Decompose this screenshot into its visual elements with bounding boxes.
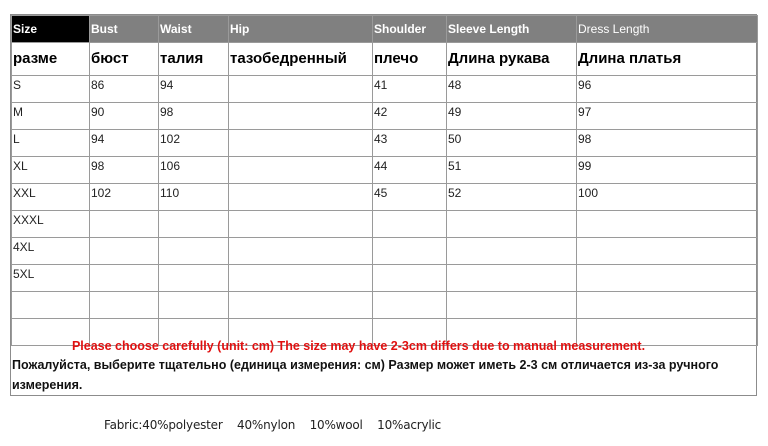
table-cell — [229, 184, 373, 211]
table-cell — [159, 211, 229, 238]
measurement-note-russian: Пожалуйста, выберите тщательно (единица измерения: см) Размер может иметь 2-3 см отличается из-за ручного измерения. — [12, 358, 719, 392]
table-cell: S — [12, 76, 90, 103]
header-row-english — [12, 16, 758, 43]
header-hip: Hip — [229, 16, 373, 43]
size-chart — [10, 14, 757, 396]
table-cell — [159, 238, 229, 265]
table-cell: 99 — [577, 157, 758, 184]
table-cell: 41 — [373, 76, 447, 103]
table-cell — [229, 76, 373, 103]
notes — [11, 337, 756, 395]
table-cell: 42 — [373, 103, 447, 130]
header-size: Size — [12, 16, 90, 43]
table-cell: 44 — [373, 157, 447, 184]
table-row — [12, 211, 758, 238]
table-cell: XXL — [12, 184, 90, 211]
header-ru-sleeve-length: Длина рукава — [447, 43, 577, 76]
table-cell: 94 — [159, 76, 229, 103]
table-cell — [12, 292, 90, 319]
table-cell — [447, 211, 577, 238]
table-cell: 106 — [159, 157, 229, 184]
table-cell: 5XL — [12, 265, 90, 292]
header-ru-size: размe — [12, 43, 90, 76]
table-cell — [447, 238, 577, 265]
table-cell — [90, 211, 159, 238]
table-cell — [229, 130, 373, 157]
table-cell: 48 — [447, 76, 577, 103]
header-dress-length: Dress Length — [577, 16, 758, 43]
table-cell — [577, 265, 758, 292]
table-cell — [373, 238, 447, 265]
table-cell: 98 — [577, 130, 758, 157]
table-cell: 102 — [90, 184, 159, 211]
size-table — [11, 15, 758, 346]
table-cell: 45 — [373, 184, 447, 211]
table-cell — [229, 157, 373, 184]
table-cell: 4XL — [12, 238, 90, 265]
table-cell: 96 — [577, 76, 758, 103]
table-cell — [373, 265, 447, 292]
table-cell — [90, 265, 159, 292]
table-cell: 51 — [447, 157, 577, 184]
table-cell — [90, 238, 159, 265]
header-ru-waist: талия — [159, 43, 229, 76]
table-cell: 49 — [447, 103, 577, 130]
measurement-note-english: Please choose carefully (unit: cm) The size may have 2-3cm differs due to manual measurement. — [71, 339, 646, 353]
table-cell — [447, 292, 577, 319]
table-cell: 102 — [159, 130, 229, 157]
table-cell: 98 — [159, 103, 229, 130]
table-cell — [577, 211, 758, 238]
table-cell: XXXL — [12, 211, 90, 238]
header-ru-bust: бюст — [90, 43, 159, 76]
table-row — [12, 130, 758, 157]
table-cell — [90, 292, 159, 319]
table-cell — [447, 265, 577, 292]
header-bust: Bust — [90, 16, 159, 43]
table-row — [12, 184, 758, 211]
table-cell: 97 — [577, 103, 758, 130]
table-cell: 43 — [373, 130, 447, 157]
table-cell — [577, 238, 758, 265]
table-row — [12, 76, 758, 103]
table-cell: 50 — [447, 130, 577, 157]
header-shoulder: Shoulder — [373, 16, 447, 43]
header-ru-shoulder: плечо — [373, 43, 447, 76]
table-cell — [373, 292, 447, 319]
table-cell — [373, 211, 447, 238]
table-cell: 98 — [90, 157, 159, 184]
table-row — [12, 238, 758, 265]
header-sleeve-length: Sleeve Length — [447, 16, 577, 43]
table-cell — [229, 292, 373, 319]
table-cell — [229, 238, 373, 265]
table-cell — [229, 103, 373, 130]
table-cell — [229, 265, 373, 292]
table-cell: XL — [12, 157, 90, 184]
fabric-composition: Fabric:40%polyester 40%nylon 10%wool 10%acrylic — [104, 418, 442, 432]
table-cell: 100 — [577, 184, 758, 211]
table-cell: 90 — [90, 103, 159, 130]
header-ru-hip: тазобедренный — [229, 43, 373, 76]
table-cell: 110 — [159, 184, 229, 211]
header-waist: Waist — [159, 16, 229, 43]
table-cell — [159, 265, 229, 292]
table-cell — [159, 292, 229, 319]
table-cell: M — [12, 103, 90, 130]
table-cell — [577, 292, 758, 319]
table-cell: L — [12, 130, 90, 157]
table-cell: 94 — [90, 130, 159, 157]
table-row — [12, 292, 758, 319]
header-ru-dress-length: Длина платья — [577, 43, 758, 76]
table-cell — [229, 211, 373, 238]
table-row — [12, 265, 758, 292]
table-cell: 52 — [447, 184, 577, 211]
table-row — [12, 103, 758, 130]
header-row-russian — [12, 43, 758, 76]
table-cell: 86 — [90, 76, 159, 103]
table-row — [12, 157, 758, 184]
